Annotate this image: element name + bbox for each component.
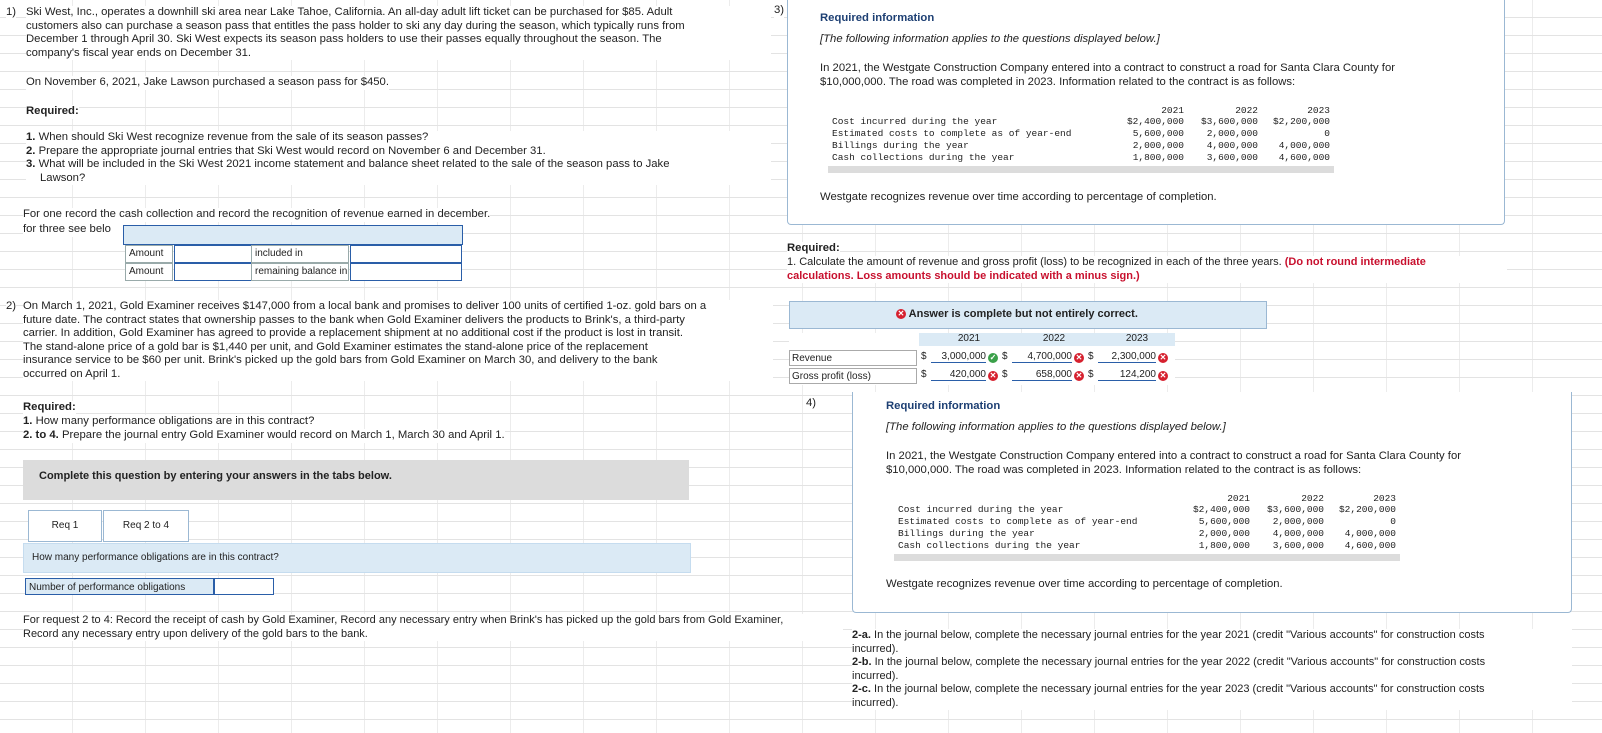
q4-data-table: [894, 492, 1400, 564]
q4-cell: 2,000,000: [1272, 516, 1324, 527]
q2-note-line: Record any necessary entry upon delivery of the gold bars to the bank.: [23, 627, 368, 640]
q4-part-cont: incurred).: [852, 696, 899, 709]
q1-req-item: 1. When should Ski West recognize revenue from the sale of its season passes?: [26, 131, 429, 143]
gross-profit-2022-input[interactable]: 658,000: [1012, 369, 1072, 381]
q1-table-header: [123, 225, 463, 245]
q3-number: 3): [774, 4, 785, 16]
q3-ans-col-header: 2022: [1042, 333, 1066, 344]
q3-applies: [The following information applies to the questions displayed below.]: [820, 33, 1160, 45]
q4-cell: 4,000,000: [1272, 528, 1324, 539]
q1-intro: [26, 6, 771, 60]
q4-cell: 3,600,000: [1272, 540, 1324, 551]
q4-part: 2-a. In the journal below, complete the necessary journal entries for the year 2021 (credit "Various accounts" for construction costs: [852, 629, 1485, 641]
q3-cell: 4,000,000: [1206, 140, 1258, 151]
q1-intro-line: Ski West, Inc., operates a downhill ski area near Lake Tahoe, California. An all-day adult lift ticket can be purchased for $85. Adult: [26, 6, 673, 18]
q3-col-header: 2022: [1235, 105, 1258, 116]
q4-parts: [852, 629, 1572, 710]
q4-intro-line: $10,000,000. The road was completed in 2023. Information related to the contract is as follows:: [886, 463, 1362, 476]
q3-required-label: Required:: [787, 242, 840, 254]
q4-cell: 1,800,000: [1198, 540, 1250, 551]
q3-intro: [820, 62, 1395, 89]
q2-question-bar: How many performance obligations are in this contract?: [23, 543, 691, 573]
error-icon: ✕: [1075, 353, 1083, 362]
q1-row2-mid: remaining balance in: [251, 263, 349, 281]
q1-amount-input-1[interactable]: [174, 245, 252, 263]
q2-number: 2): [6, 300, 17, 312]
q1-row2-label: Amount: [125, 263, 173, 281]
q2-intro-line: carrier. In addition, Gold Examiner has agreed to provide a replacement shipment at no additional cost if the product is lost in transit.: [23, 327, 683, 339]
q4-cell: 4,600,000: [1344, 540, 1396, 551]
q3-cell: 4,000,000: [1278, 140, 1330, 151]
q1-note1: For one record the cash collection and record the recognition of revenue earned in december.: [23, 208, 491, 220]
q1-intro-line: customers also can purchase a season pass that entitles the pass holder to ski any day during the season, which typically runs from: [26, 19, 685, 32]
q4-applies: [The following information applies to the questions displayed below.]: [886, 421, 1226, 433]
q1-intro-line: December 1 through April 30. Ski West expects its season pass holders to use their passes equally throughout the season. The: [26, 33, 662, 45]
q3-cell: 5,600,000: [1132, 128, 1184, 139]
q4-part-cont: incurred).: [852, 669, 899, 682]
q3-intro-line: In 2021, the Westgate Construction Company entered into a contract to construct a road for Santa Clara County for: [820, 62, 1395, 74]
q3-data-table: [828, 104, 1334, 176]
q4-col-header: 2021: [1227, 493, 1250, 504]
q3-row-label: Estimated costs to complete as of year-end: [832, 128, 1072, 139]
revenue-2021-input[interactable]: 3,000,000: [931, 351, 986, 363]
q3-cell: 0: [1324, 128, 1330, 139]
q3-row-label: Billings during the year: [832, 140, 969, 151]
q4-row-label: Estimated costs to complete as of year-end: [898, 516, 1138, 527]
q1-req-item: 2. Prepare the appropriate journal entries that Ski West would record on November 6 and December 31.: [26, 144, 546, 157]
q3-cell: 3,600,000: [1206, 152, 1258, 163]
q3-answer-table: [789, 333, 1175, 385]
q4-part: 2-c. In the journal below, complete the necessary journal entries for the year 2023 (credit "Various accounts" for construction costs: [852, 683, 1485, 695]
q4-part: 2-b. In the journal below, complete the necessary journal entries for the year 2022 (credit "Various accounts" for construction costs: [852, 656, 1486, 668]
q3-cell: $2,200,000: [1272, 116, 1330, 127]
gross-profit-2023-input[interactable]: 124,200: [1098, 369, 1156, 381]
q2-intro: [23, 300, 773, 381]
q2-intro-line: The stand-alone price of a gold bar is $1,440 per unit, and Gold Examiner estimates the stand-alone price of the replacement: [23, 340, 648, 353]
q3-cell: 4,600,000: [1278, 152, 1330, 163]
q1-required-label: Required:: [26, 105, 79, 117]
q4-data-table-footer: [894, 554, 1400, 561]
q3-ans-row-label: Gross profit (loss): [789, 368, 917, 384]
q2-req2: 2. to 4. Prepare the journal entry Gold Examiner would record on March 1, March 30 and April 1.: [23, 429, 505, 441]
q4-cell: 5,600,000: [1198, 516, 1250, 527]
q3-required-info: Required information: [820, 12, 935, 24]
q3-cell: 2,000,000: [1132, 140, 1184, 151]
q2-note-line: For request 2 to 4: Record the receipt of cash by Gold Examiner, Record any necessary entry when Brink's has picked up the gold bars from Gold Examiner,: [23, 614, 784, 626]
q3-col-header: 2021: [1161, 105, 1184, 116]
q3-recognizes: Westgate recognizes revenue over time according to percentage of completion.: [820, 191, 1217, 203]
q4-intro-line: In 2021, the Westgate Construction Company entered into a contract to construct a road for Santa Clara County for: [886, 450, 1461, 462]
q4-cell: 0: [1390, 516, 1396, 527]
currency: $: [1088, 351, 1094, 362]
revenue-2023-input[interactable]: 2,300,000: [1098, 351, 1156, 363]
q1-account-select-1[interactable]: [350, 245, 462, 263]
q2-performance-obligations-input[interactable]: [214, 578, 274, 595]
error-icon: ✕: [1159, 371, 1167, 380]
q1-row1-mid: included in: [251, 245, 349, 263]
q2-intro-line: insurance service to be $60 per unit. Brink's picked up the gold bars from Gold Examiner on March 30, and delivery to the bank: [23, 354, 658, 366]
q3-cell: 1,800,000: [1132, 152, 1184, 163]
q3-data-table-footer: [828, 166, 1334, 173]
error-icon: ✕: [989, 371, 997, 380]
q1-req-item-cont: Lawson?: [40, 171, 86, 184]
q2-intro-line: future date. The contract states that ownership passes to the bank when Gold Examiner delivers the products to Brink's, a third-party: [23, 313, 685, 326]
q2-intro-line: On March 1, 2021, Gold Examiner receives $147,000 from a local bank and promises to deliver 100 units of certified 1-oz. gold bars on a: [23, 300, 707, 312]
currency: $: [921, 351, 927, 362]
currency: $: [1002, 369, 1008, 380]
q3-ans-col-header: 2023: [1125, 333, 1149, 344]
q2-complete-banner: Complete this question by entering your answers in the tabs below.: [23, 460, 689, 500]
q3-cell: 2,000,000: [1206, 128, 1258, 139]
q3-cell: $2,400,000: [1126, 116, 1184, 127]
q3-req1: 1. Calculate the amount of revenue and gross profit (loss) to be recognized in each of the three years. (Do not round intermediate calculations. Loss amounts should be indicated with a minus sign.): [787, 256, 1507, 283]
q3-row-label: Cost incurred during the year: [832, 116, 998, 127]
q3-answer-banner: ✕ Answer is complete but not entirely correct.: [789, 301, 1267, 329]
q4-required-info: Required information: [886, 400, 1001, 412]
q2-required-label: Required:: [23, 401, 76, 413]
q4-col-header: 2022: [1301, 493, 1324, 504]
q4-cell: 2,000,000: [1198, 528, 1250, 539]
error-icon: ✕: [1159, 353, 1167, 362]
q3-ans-row-label: Revenue: [789, 350, 917, 366]
q1-number: 1): [6, 6, 17, 18]
q4-part-cont: incurred).: [852, 642, 899, 655]
q1-row1-label: Amount: [125, 245, 173, 263]
q4-cell: $2,200,000: [1338, 504, 1396, 515]
error-icon: ✕: [897, 309, 905, 319]
q3-col-header: 2023: [1307, 105, 1330, 116]
q1-amount-input-2[interactable]: [174, 263, 252, 281]
q4-row-label: Billings during the year: [898, 528, 1035, 539]
q1-req-item: 3. What will be included in the Ski West 2021 income statement and balance sheet related to the sale of the season pass to Jake: [26, 158, 670, 170]
error-icon: ✕: [1075, 371, 1083, 380]
q3-row-label: Cash collections during the year: [832, 152, 1015, 163]
q2-note: [23, 614, 843, 641]
q4-row-label: Cost incurred during the year: [898, 504, 1064, 515]
q1-purchase: On November 6, 2021, Jake Lawson purchased a season pass for $450.: [26, 76, 389, 88]
q4-number: 4): [806, 397, 817, 409]
q2-intro-line: occurred on April 1.: [23, 367, 121, 380]
currency: $: [1088, 369, 1094, 380]
q4-cell: 4,000,000: [1344, 528, 1396, 539]
currency: $: [921, 369, 927, 380]
q4-cell: $3,600,000: [1266, 504, 1324, 515]
check-icon: ✓: [989, 353, 997, 362]
q2-req1: 1. How many performance obligations are in this contract?: [23, 415, 315, 427]
q4-recognizes: Westgate recognizes revenue over time according to percentage of completion.: [886, 578, 1283, 590]
q3-intro-line: $10,000,000. The road was completed in 2023. Information related to the contract is as follows:: [820, 75, 1296, 88]
gross-profit-2021-input[interactable]: 420,000: [931, 369, 986, 381]
q4-row-label: Cash collections during the year: [898, 540, 1081, 551]
q4-col-header: 2023: [1373, 493, 1396, 504]
tab-req-2-to-4[interactable]: Req 2 to 4: [103, 510, 189, 542]
q1-note2: for three see belo: [23, 223, 123, 237]
currency: $: [1002, 351, 1008, 362]
q1-account-select-2[interactable]: [350, 263, 462, 281]
q1-required-list: [26, 131, 771, 185]
tab-req-1[interactable]: Req 1: [28, 510, 102, 542]
revenue-2022-input[interactable]: 4,700,000: [1012, 351, 1072, 363]
q4-cell: $2,400,000: [1192, 504, 1250, 515]
q1-intro-line: company's fiscal year ends on December 31.: [26, 46, 252, 59]
q3-ans-col-header: 2021: [957, 333, 981, 344]
q3-cell: $3,600,000: [1200, 116, 1258, 127]
q4-intro: [886, 450, 1461, 477]
q2-input-label: Number of performance obligations: [25, 578, 214, 595]
